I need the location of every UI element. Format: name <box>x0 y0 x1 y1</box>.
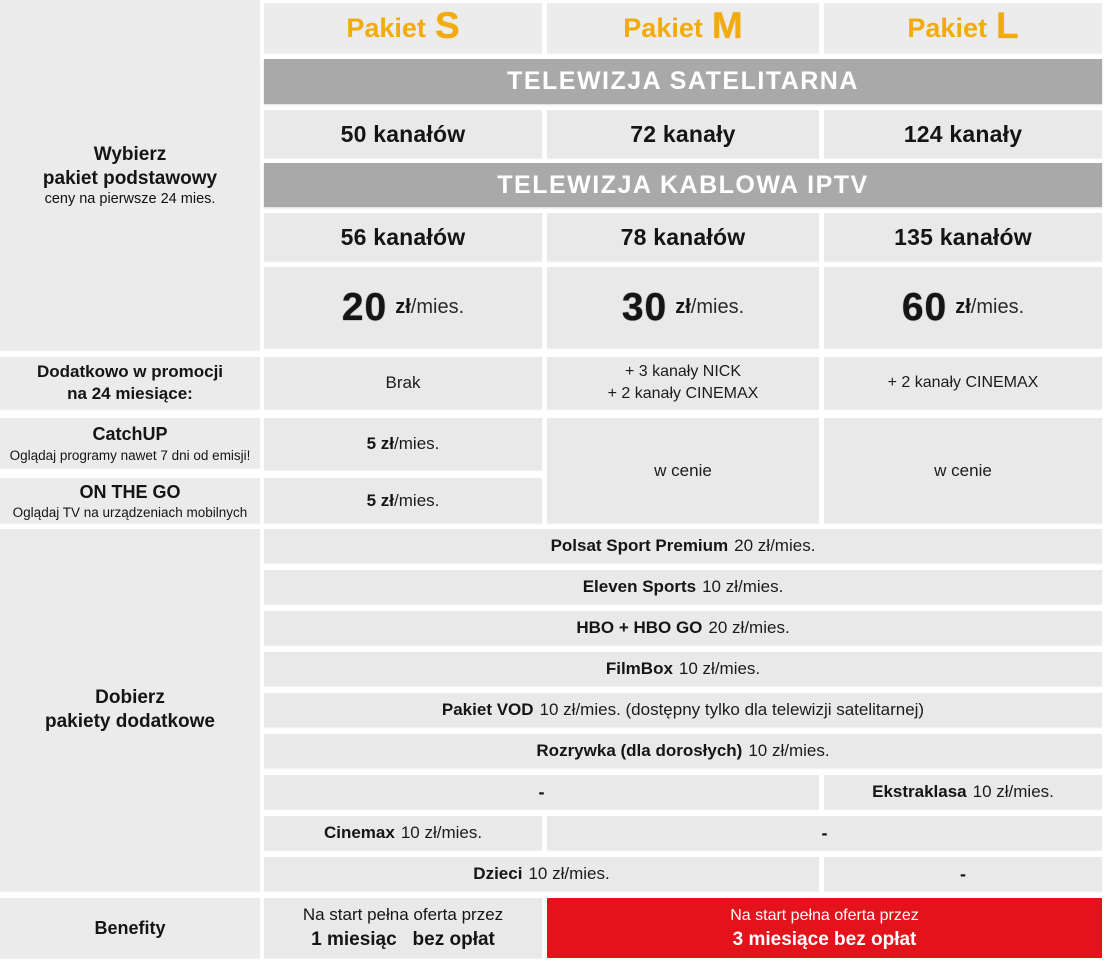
row-label-addons <box>0 529 260 891</box>
cell-catchup-s <box>264 418 542 470</box>
promo-label-line1: Dodatkowo w promocji <box>36 361 224 381</box>
catchup-s-price-bold: 5 zł <box>366 434 395 453</box>
addon-price: 10 zł/mies. <box>400 823 483 842</box>
addon-name: FilmBox <box>605 659 673 678</box>
addons-label-line1: Dobierz <box>95 687 165 709</box>
cell-onthego-s <box>264 478 542 523</box>
price-l-currency: zł <box>955 296 971 318</box>
catchup-subtitle: Oglądaj programy nawet 7 dni od emisji! <box>9 447 251 463</box>
addon-name: Pakiet VOD <box>441 700 534 719</box>
benefits-title: Benefity <box>94 917 166 938</box>
addon-price: 20 zł/mies. <box>708 618 790 637</box>
cell-price-m <box>547 267 819 348</box>
addon-name: Rozrywka (dla dorosłych) <box>536 741 743 760</box>
price-s-period: /mies. <box>410 296 465 318</box>
price-l-amount: 60 <box>901 285 948 329</box>
cell-price-l <box>824 267 1102 348</box>
row-label-benefits <box>0 898 260 958</box>
addon-price: 10 zł/mies. (dostępny tylko dla telewizji satelitarnej) <box>539 700 925 719</box>
cell-satellite-channels-l: 124 kanały <box>824 110 1102 158</box>
cell-ekstraklasa-sm-none: - <box>264 775 819 809</box>
cell-iptv-channels-l: 135 kanałów <box>824 213 1102 261</box>
cell-addon-rozrywka <box>264 734 1102 768</box>
price-m-currency: zł <box>675 296 691 318</box>
addon-price: 10 zł/mies. <box>972 782 1054 801</box>
row-label-catchup <box>0 418 260 468</box>
addon-price: 10 zł/mies. <box>678 659 761 678</box>
addon-price: 10 zł/mies. <box>748 741 830 760</box>
row-label-onthego <box>0 478 260 523</box>
row-label-choose-package <box>0 0 260 350</box>
addon-price: 20 zł/mies. <box>734 536 816 555</box>
cell-promo-m <box>547 357 819 409</box>
promo-m-line2: + 2 kanały CINEMAX <box>607 385 759 402</box>
choose-title-line1: Wybierz <box>93 143 167 165</box>
package-l-letter: L <box>995 5 1019 46</box>
cell-promo-l: + 2 kanały CINEMAX <box>824 357 1102 409</box>
cell-addon-dzieci-sm <box>264 857 819 891</box>
price-m-period: /mies. <box>690 296 745 318</box>
onthego-s-price-bold: 5 zł <box>366 490 395 510</box>
promo-m-line1: + 3 kanały NICK <box>624 363 742 381</box>
onthego-s-price-rest: /mies. <box>394 490 440 510</box>
package-l-prefix: Pakiet <box>907 12 987 43</box>
package-header-l <box>824 3 1102 53</box>
package-m-letter: M <box>711 5 743 46</box>
choose-title-line2: pakiet podstawowy <box>42 167 218 189</box>
addon-name: Polsat Sport Premium <box>550 536 729 555</box>
cell-included-l: w cenie <box>824 418 1102 523</box>
promo-label-line2: na 24 miesiące: <box>67 384 193 403</box>
row-label-promo <box>0 357 260 409</box>
price-s-currency: zł <box>395 296 411 318</box>
price-s-amount: 20 <box>341 285 388 329</box>
price-l-period: /mies. <box>970 296 1025 318</box>
catchup-title: CatchUP <box>92 424 168 445</box>
cell-satellite-channels-s: 50 kanałów <box>264 110 542 158</box>
cell-addon-pakiet-vod <box>264 693 1102 727</box>
package-m-prefix: Pakiet <box>623 12 703 43</box>
cell-cinemax-ml-none: - <box>547 816 1102 850</box>
benefit-ml-line2: 3 miesiące bez opłat <box>732 928 917 950</box>
onthego-subtitle: Oglądaj TV na urządzeniach mobilnych <box>12 505 248 521</box>
package-header-m <box>547 3 819 53</box>
addon-name: Eleven Sports <box>582 577 697 596</box>
package-header-s <box>264 3 542 53</box>
addons-label-line2: pakiety dodatkowe <box>45 711 215 732</box>
banner-iptv: TELEWIZJA KABLOWA IPTV <box>264 163 1102 207</box>
price-m-amount: 30 <box>621 285 668 329</box>
benefit-ml-line1: Na start pełna oferta przez <box>730 906 919 924</box>
catchup-s-price-rest: /mies. <box>394 434 440 453</box>
cell-addon-filmbox <box>264 652 1102 686</box>
cell-benefit-s <box>264 898 542 958</box>
package-s-prefix: Pakiet <box>346 12 426 43</box>
cell-iptv-channels-s: 56 kanałów <box>264 213 542 261</box>
cell-addon-ekstraklasa-l <box>824 775 1102 809</box>
addon-name: Cinemax <box>323 823 395 842</box>
addon-name: HBO + HBO GO <box>576 618 703 637</box>
addon-name: Ekstraklasa <box>872 782 967 801</box>
addon-price: 10 zł/mies. <box>528 864 610 883</box>
cell-dzieci-l-none: - <box>824 857 1102 891</box>
cell-addon-hbo <box>264 611 1102 645</box>
banner-satellite-tv: TELEWIZJA SATELITARNA <box>264 59 1102 104</box>
addon-name: Dzieci <box>473 864 523 883</box>
cell-satellite-channels-m: 72 kanały <box>547 110 819 158</box>
cell-addon-eleven-sports <box>264 570 1102 604</box>
choose-subtitle: ceny na pierwsze 24 mies. <box>44 191 216 208</box>
cell-included-m: w cenie <box>547 418 819 523</box>
cell-promo-s: Brak <box>264 357 542 409</box>
cell-addon-polsat-sport-premium <box>264 529 1102 563</box>
onthego-title: ON THE GO <box>79 481 181 502</box>
benefit-s-line1: Na start pełna oferta przez <box>302 905 504 925</box>
cell-addon-cinemax-s <box>264 816 542 850</box>
cell-price-s <box>264 267 542 348</box>
addon-price: 10 zł/mies. <box>702 577 784 596</box>
cell-iptv-channels-m: 78 kanałów <box>547 213 819 261</box>
benefit-s-line2: 1 miesiąc bez opłat <box>311 929 495 951</box>
cell-benefit-ml-promo-banner <box>547 898 1102 958</box>
package-s-letter: S <box>434 5 460 46</box>
